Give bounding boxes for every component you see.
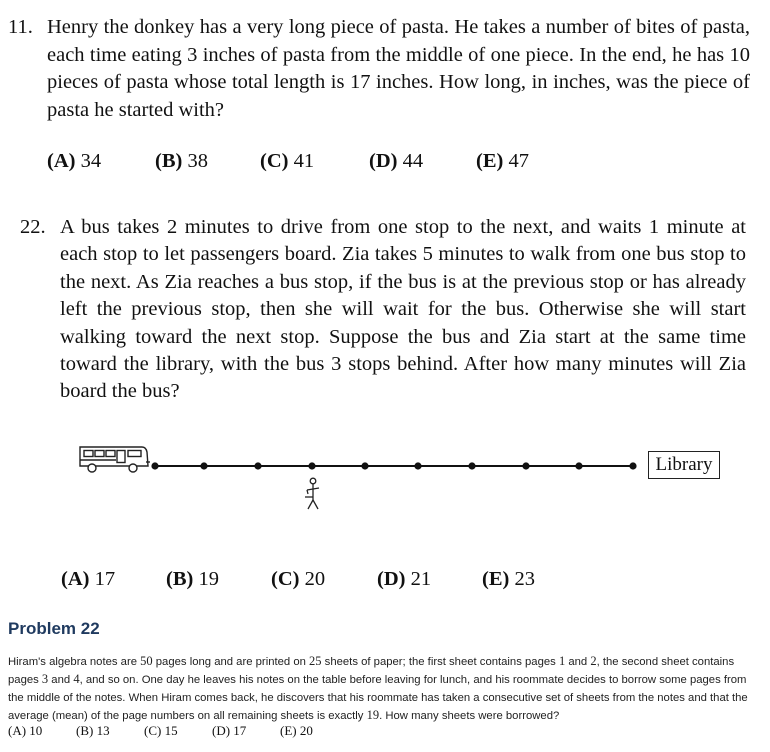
bus-stops	[151, 462, 636, 469]
bus-stop-dot	[522, 462, 529, 469]
choice-c[interactable]: (C) 41	[260, 150, 315, 172]
bus-stop-dot	[151, 462, 158, 469]
problem-number: 22.	[20, 216, 46, 238]
problem-22	[20, 214, 746, 406]
bus-stop-dot	[200, 462, 207, 469]
bus-stop-dot	[254, 462, 261, 469]
problem-text: Hiram's algebra notes are 50 pages long and are printed on 25 sheets of paper; the first sheet contains pages 1 and 2, the second sheet contains pages 3 and 4, and so on. One day he leaves his notes on the table before leaving for lunch, and his roommate decides to borrow some pages from the middle of the notes. When Hiram comes back, he discovers that his roommate has taken a consecutive set of sheets from the notes and that the average (mean) of the page numbers on all remaining sheets is exactly 19. How many sheets were borrowed?	[8, 654, 748, 722]
choice-d[interactable]: (D) 17	[212, 723, 247, 738]
bus-stop-dot	[414, 462, 421, 469]
choice-b[interactable]: (B) 13	[76, 723, 110, 738]
choice-c[interactable]: (C) 20	[271, 568, 326, 590]
choice-a[interactable]: (A) 34	[47, 150, 102, 172]
problem-number: 11.	[8, 16, 33, 38]
choice-b[interactable]: (B) 38	[155, 150, 208, 172]
problem-heading: Problem 22	[8, 619, 100, 638]
choice-d[interactable]: (D) 44	[369, 150, 424, 172]
problem-text: Henry the donkey has a very long piece of pasta. He takes a number of bites of pasta, each time eating 3 inches of pasta from the middle of one piece. In the end, he has 10 pieces of pasta whose total length is 17 inches. How long, in inches, was the piece of pasta he started with?	[47, 16, 750, 121]
choice-a[interactable]: (A) 10	[8, 723, 43, 738]
choice-c[interactable]: (C) 15	[144, 723, 178, 738]
choice-e[interactable]: (E) 20	[280, 723, 313, 738]
bus-stop-dot	[575, 462, 582, 469]
bus-stop-dot	[468, 462, 475, 469]
choice-a[interactable]: (A) 17	[61, 568, 116, 590]
library-label: Library	[648, 451, 720, 479]
answer-choices	[0, 568, 770, 598]
bus-stop-dot	[308, 462, 315, 469]
choice-d[interactable]: (D) 21	[377, 568, 432, 590]
bus-stop-dot	[629, 462, 636, 469]
bus-stop-dot	[361, 462, 368, 469]
answer-choices	[0, 150, 770, 180]
problem-text: A bus takes 2 minutes to drive from one stop to the next, and waits 1 minute at each stop to let passengers board. Zia takes 5 minutes to walk from one bus stop to the next. As Zia reaches a bus stop, if the bus is at the previous stop or has already left the previous stop, then she will wait for the bus. Otherwise she will start walking toward the next stop. Suppose the bus and Zia start at the same time toward the library, with the bus 3 stops behind. After how many minutes will Zia board the bus?	[60, 216, 746, 403]
problem-11	[8, 14, 750, 124]
walking-person-icon	[305, 478, 319, 509]
choice-e[interactable]: (E) 47	[476, 150, 529, 172]
choice-e[interactable]: (E) 23	[482, 568, 535, 590]
choice-b[interactable]: (B) 19	[166, 568, 219, 590]
answer-choices	[0, 723, 770, 743]
bus-icon	[80, 447, 150, 472]
